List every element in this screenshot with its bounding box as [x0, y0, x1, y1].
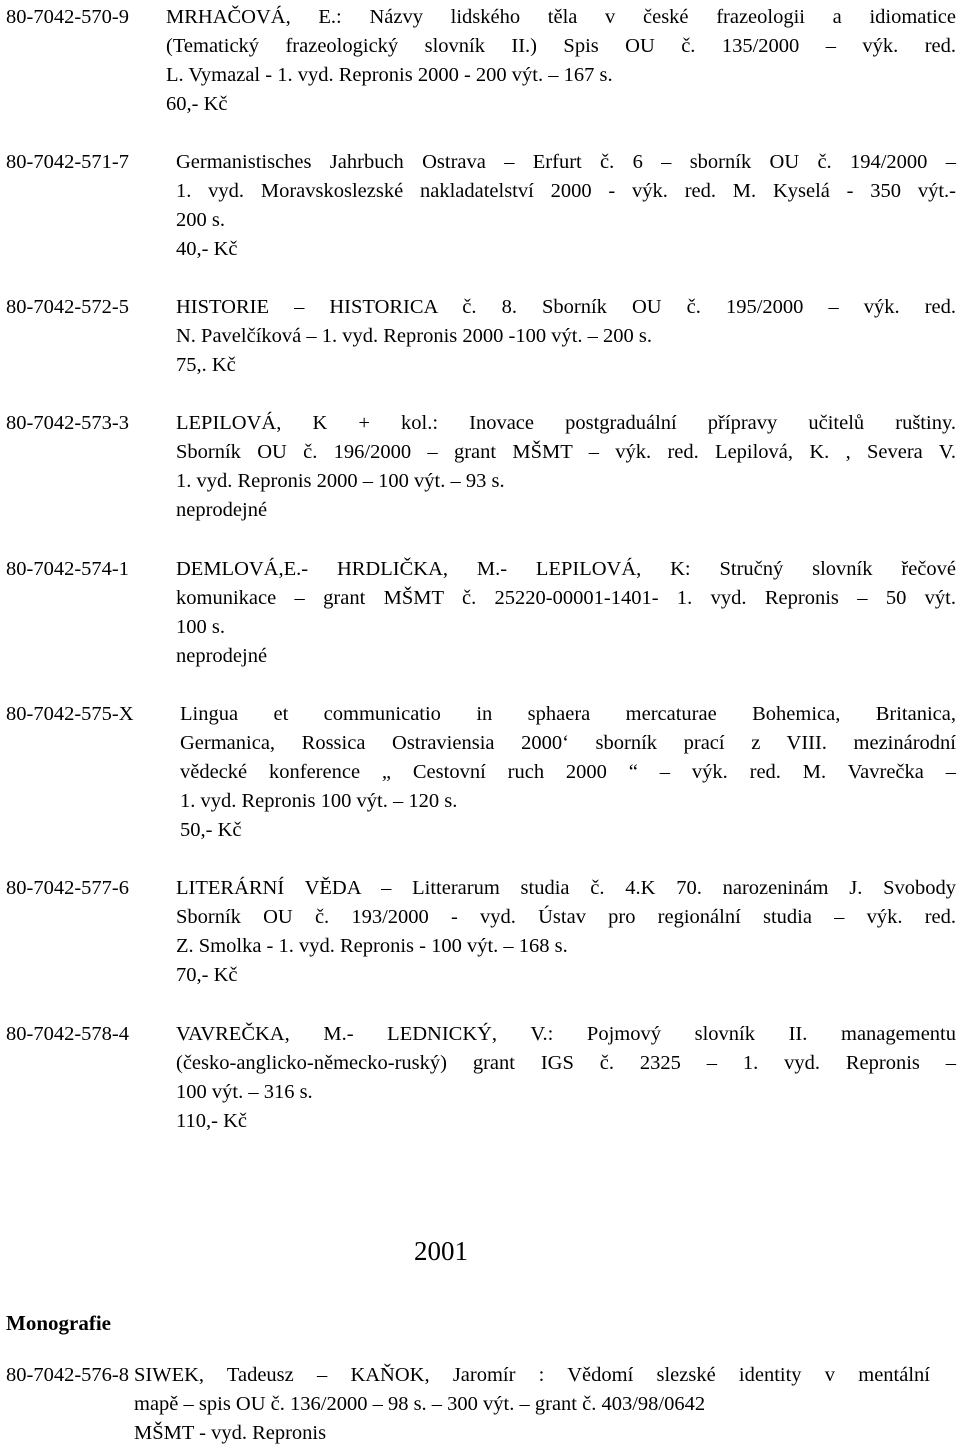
- description-line: Germanica, Rossica Ostraviensia 2000‘ sborník prací z VIII. mezinárodní: [180, 732, 956, 754]
- entry-description: [176, 293, 956, 380]
- description-line: HISTORIE – HISTORICA č. 8. Sborník OU č. 195/2000 – výk. red.: [176, 296, 956, 318]
- price: 75,. Kč: [176, 354, 236, 376]
- price: 50,- Kč: [180, 819, 242, 841]
- isbn: 80-7042-576-8: [6, 1364, 129, 1386]
- price: neprodejné: [176, 499, 268, 521]
- description-line: MŠMT - vyd. Repronis: [134, 1422, 327, 1444]
- price: neprodejné: [176, 645, 268, 667]
- entry-description: [180, 700, 956, 845]
- description-line: Lingua et communicatio in sphaera mercaturae Bohemica, Britanica,: [180, 703, 956, 725]
- description-line: 1. vyd. Repronis 2000 – 100 výt. – 93 s.: [176, 470, 505, 492]
- description-line: (česko-anglicko-německo-ruský) grant IGS č. 2325 – 1. vyd. Repronis –: [176, 1052, 956, 1074]
- entry-description: [176, 148, 956, 264]
- description-line: 100 s.: [176, 616, 225, 638]
- price: 70,- Kč: [176, 964, 238, 986]
- description-line: MRHAČOVÁ, E.: Názvy lidského těla v české frazeologii a idiomatice: [166, 6, 956, 28]
- description-line: VAVREČKA, M.- LEDNICKÝ, V.: Pojmový slovník II. managementu: [176, 1023, 956, 1045]
- description-line: Z. Smolka - 1. vyd. Repronis - 100 výt. – 168 s.: [176, 935, 568, 957]
- section-heading: Monografie: [6, 1311, 111, 1335]
- price: 60,- Kč: [166, 93, 228, 115]
- isbn: 80-7042-573-3: [6, 412, 129, 434]
- entry-description: [134, 1361, 930, 1448]
- price: 110,- Kč: [176, 1110, 247, 1132]
- description-line: Germanistisches Jahrbuch Ostrava – Erfurt č. 6 – sborník OU č. 194/2000 –: [176, 151, 956, 173]
- description-line: 1. vyd. Repronis 100 výt. – 120 s.: [180, 790, 458, 812]
- description-line: Sborník OU č. 193/2000 - vyd. Ústav pro regionální studia – výk. red.: [176, 906, 956, 928]
- isbn: 80-7042-571-7: [6, 151, 129, 173]
- entry-description: [176, 1020, 956, 1136]
- price: 40,- Kč: [176, 238, 238, 260]
- description-line: SIWEK, Tadeusz – KAŇOK, Jaromír : Vědomí slezské identity v mentální: [134, 1364, 930, 1386]
- description-line: N. Pavelčíková – 1. vyd. Repronis 2000 -100 výt. – 200 s.: [176, 325, 653, 347]
- description-line: 1. vyd. Moravskoslezské nakladatelství 2000 - výk. red. M. Kyselá - 350 výt.-: [176, 180, 956, 202]
- isbn: 80-7042-578-4: [6, 1023, 129, 1045]
- isbn: 80-7042-574-1: [6, 558, 129, 580]
- description-line: (Tematický frazeologický slovník II.) Spis OU č. 135/2000 – výk. red.: [166, 35, 956, 57]
- description-line: LEPILOVÁ, K + kol.: Inovace postgraduální přípravy učitelů ruštiny.: [176, 412, 956, 434]
- description-line: LITERÁRNÍ VĚDA – Litterarum studia č. 4.K 70. narozeninám J. Svobody: [176, 877, 956, 899]
- entry-description: [166, 3, 956, 119]
- description-line: DEMLOVÁ,E.- HRDLIČKA, M.- LEPILOVÁ, K: Stručný slovník řečové: [176, 558, 956, 580]
- isbn: 80-7042-572-5: [6, 296, 129, 318]
- isbn: 80-7042-575-X: [6, 703, 134, 725]
- year-heading: 2001: [414, 1236, 468, 1266]
- description-line: 100 výt. – 316 s.: [176, 1081, 313, 1103]
- description-line: L. Vymazal - 1. vyd. Repronis 2000 - 200 výt. – 167 s.: [166, 64, 613, 86]
- description-line: komunikace – grant MŠMT č. 25220-00001-1401- 1. vyd. Repronis – 50 výt.: [176, 587, 956, 609]
- isbn: 80-7042-570-9: [6, 6, 129, 28]
- entry-description: [176, 874, 956, 990]
- description-line: Sborník OU č. 196/2000 – grant MŠMT – výk. red. Lepilová, K. , Severa V.: [176, 441, 956, 463]
- description-line: mapě – spis OU č. 136/2000 – 98 s. – 300 výt. – grant č. 403/98/0642: [134, 1393, 706, 1415]
- isbn: 80-7042-577-6: [6, 877, 129, 899]
- description-line: vědecké konference „ Cestovní ruch 2000 “ – výk. red. M. Vavrečka –: [180, 761, 956, 783]
- entry-description: [176, 555, 956, 671]
- entry-description: [176, 409, 956, 525]
- description-line: 200 s.: [176, 209, 225, 231]
